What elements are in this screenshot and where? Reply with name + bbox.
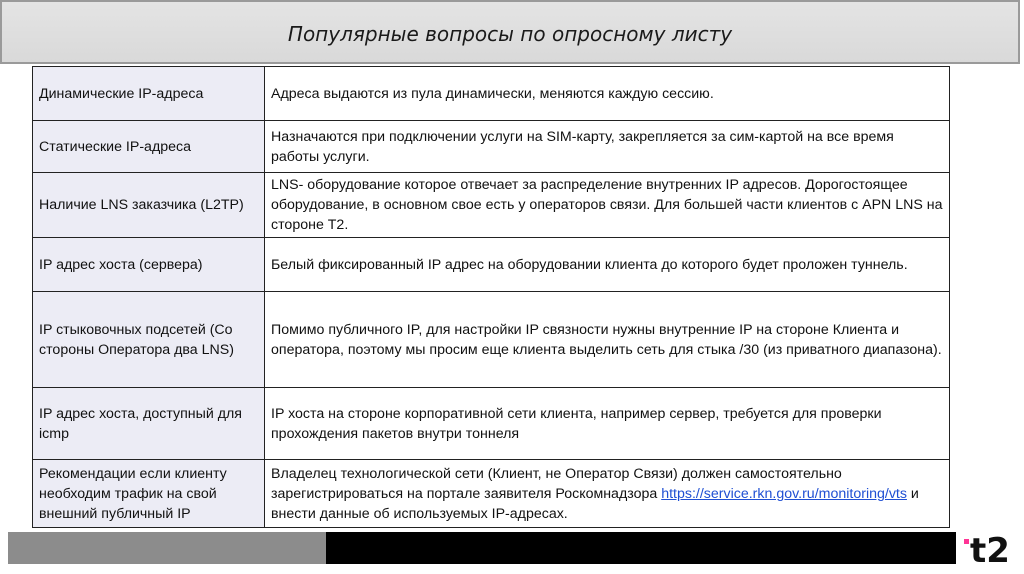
slide-header bbox=[0, 0, 1020, 64]
answer-cell: LNS- оборудование которое отвечает за распределение внутренних IP адресов. Дорогостоящее оборудование, в основном свое есть у операторов связи. Для большей части клиентов с APN LNS на стороне Т2. bbox=[265, 173, 950, 238]
logo-accent-dot bbox=[964, 539, 969, 544]
answer-cell: Белый фиксированный IP адрес на оборудовании клиента до которого будет проложен туннель. bbox=[265, 238, 950, 292]
footer-bar-black bbox=[326, 532, 956, 564]
table-row bbox=[33, 121, 950, 173]
table-row bbox=[33, 238, 950, 292]
question-cell: IP адрес хоста, доступный для icmp bbox=[33, 388, 265, 460]
question-cell: Динамические IP-адреса bbox=[33, 67, 265, 121]
table-row bbox=[33, 173, 950, 238]
footer-bar-grey bbox=[8, 532, 326, 564]
table-row bbox=[33, 388, 950, 460]
table-row bbox=[33, 292, 950, 388]
answer-cell bbox=[265, 460, 950, 528]
question-cell: Рекомендации если клиенту необходим трафик на свой внешний публичный IP bbox=[33, 460, 265, 528]
answer-cell: Адреса выдаются из пула динамически, меняются каждую сессию. bbox=[265, 67, 950, 121]
faq-table bbox=[32, 66, 950, 528]
question-cell: Наличие LNS заказчика (L2TP) bbox=[33, 173, 265, 238]
slide-title: Популярные вопросы по опросному листу bbox=[287, 22, 733, 46]
answer-cell: Назначаются при подключении услуги на SIM-карту, закрепляется за сим-картой на все время работы услуги. bbox=[265, 121, 950, 173]
logo-text: t2 bbox=[970, 531, 1010, 570]
question-cell: IP адрес хоста (сервера) bbox=[33, 238, 265, 292]
table-row bbox=[33, 67, 950, 121]
answer-cell: Помимо публичного IP, для настройки IP связности нужны внутренние IP на стороне Клиента и оператора, поэтому мы просим еще клиента выделить сеть для стыка /30 (из приватного диапазона). bbox=[265, 292, 950, 388]
question-cell: Статические IP-адреса bbox=[33, 121, 265, 173]
t2-logo bbox=[962, 526, 1018, 570]
question-cell: IP стыковочных подсетей (Со стороны Оператора два LNS) bbox=[33, 292, 265, 388]
answer-cell: IP хоста на стороне корпоративной сети клиента, например сервер, требуется для проверки прохождения пакетов внутри тоннеля bbox=[265, 388, 950, 460]
answer-tail: и внести данные об используемых IP-адресах. bbox=[271, 485, 919, 522]
rkn-link[interactable]: https://service.rkn.gov.ru/monitoring/vts bbox=[661, 485, 907, 502]
table-row bbox=[33, 460, 950, 528]
answer-text: Владелец технологической сети (Клиент, не Оператор Связи) должен самостоятельно зарегистрироваться на портале заявителя Роскомнадзора bbox=[271, 465, 842, 502]
